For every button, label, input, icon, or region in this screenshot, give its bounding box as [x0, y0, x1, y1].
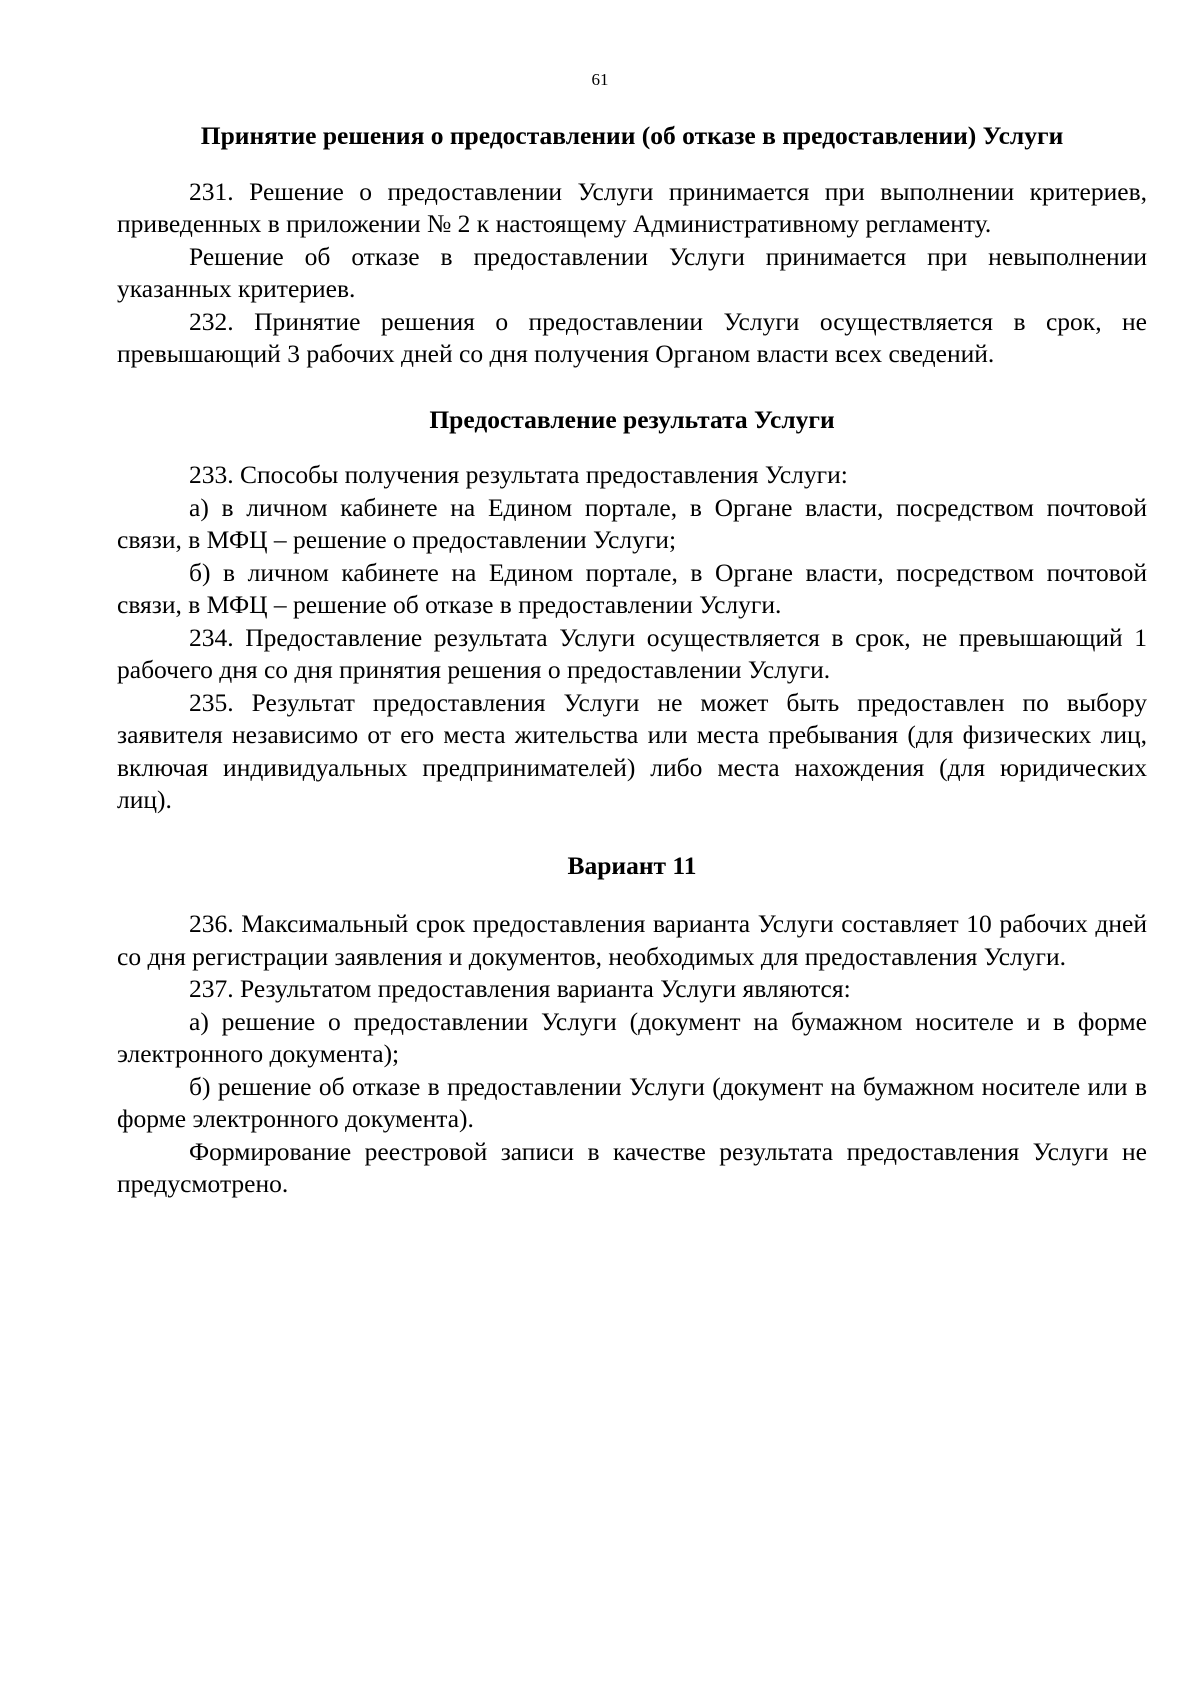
- paragraph-231: 231. Решение о предоставлении Услуги принимается при выполнении критериев, приведенных в приложении № 2 к настоящему Административному регламенту.: [117, 176, 1147, 238]
- paragraph-232: 232. Принятие решения о предоставлении Услуги осуществляется в срок, не превышающий 3 рабочих дней со дня получения Органом власти всех сведений.: [117, 306, 1147, 368]
- paragraph-registry-record: Формирование реестровой записи в качестве результата предоставления Услуги не предусмотрено.: [117, 1136, 1147, 1198]
- paragraph-refusal-decision: Решение об отказе в предоставлении Услуги принимается при невыполнении указанных критериев.: [117, 241, 1147, 303]
- paragraph-236: 236. Максимальный срок предоставления варианта Услуги составляет 10 рабочих дней со дня регистрации заявления и документов, необходимых для предоставления Услуги.: [117, 909, 1147, 971]
- document-body: [117, 120, 1147, 1201]
- section-heading-decision: Принятие решения о предоставлении (об отказе в предоставлении) Услуги: [200, 121, 1064, 150]
- section-heading-result-delivery: Предоставление результата Услуги: [429, 404, 835, 434]
- paragraph-234: 234. Предоставление результата Услуги осуществляется в срок, не превышающий 1 рабочего дня со дня принятия решения о предоставлении Услуги.: [117, 622, 1147, 684]
- section-heading-variant-11: Вариант 11: [567, 850, 697, 880]
- paragraph-237-b: б) решение об отказе в предоставлении Услуги (документ на бумажном носителе или в форме электронного документа).: [117, 1071, 1147, 1133]
- paragraph-237-a: а) решение о предоставлении Услуги (документ на бумажном носителе и в форме электронного документа);: [117, 1006, 1147, 1068]
- paragraph-235: 235. Результат предоставления Услуги не может быть предоставлен по выбору заявителя независимо от его места жительства или места пребывания (для физических лиц, включая индивидуальных предпринимателей) либо места нахождения (для юридических лиц).: [117, 687, 1147, 814]
- page-number: 61: [591, 70, 609, 89]
- paragraph-233: 233. Способы получения результата предоставления Услуги:: [189, 460, 848, 489]
- paragraph-233-a: а) в личном кабинете на Едином портале, в Органе власти, посредством почтовой связи, в МФЦ – решение о предоставлении Услуги;: [117, 492, 1147, 554]
- paragraph-233-b: б) в личном кабинете на Едином портале, в Органе власти, посредством почтовой связи, в МФЦ – решение об отказе в предоставлении Услуги.: [117, 557, 1147, 619]
- paragraph-237: 237. Результатом предоставления варианта Услуги являются:: [189, 974, 851, 1003]
